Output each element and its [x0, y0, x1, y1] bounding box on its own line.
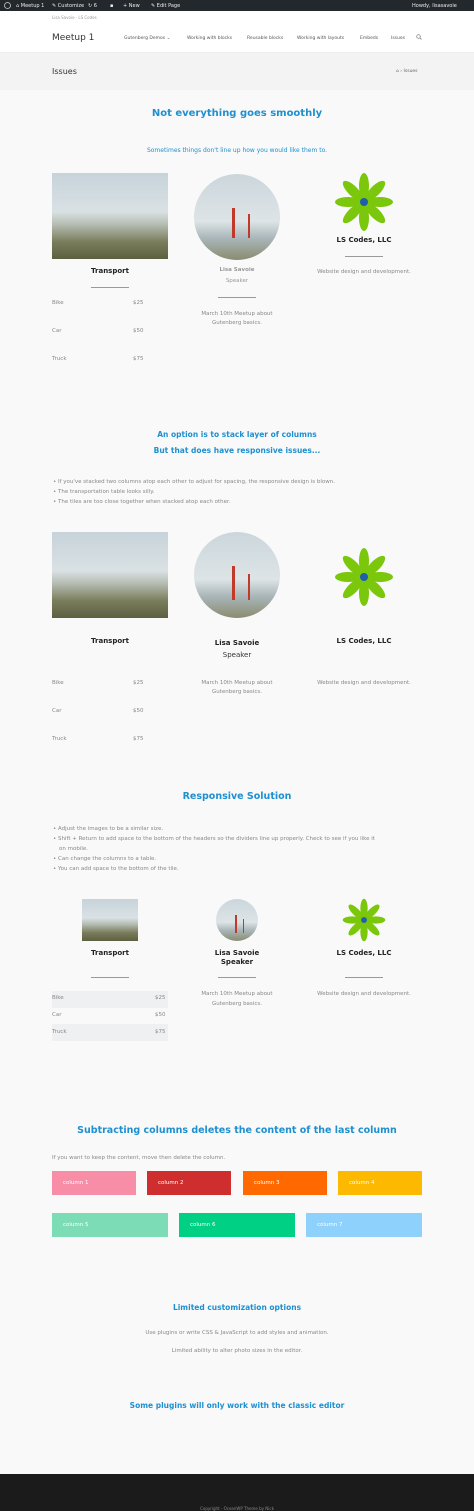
fog-photo: [52, 173, 168, 259]
price-label: Car: [52, 1012, 62, 1018]
admin-edit-page-link[interactable]: ✎ Edit Page: [151, 3, 181, 9]
nav-item-gutenberg-demos[interactable]: Gutenberg Demos ⌄: [124, 36, 171, 41]
price-value: $75: [133, 356, 144, 362]
price-value: $75: [133, 736, 144, 742]
section-heading: Some plugins will only work with the classic editor: [129, 1401, 345, 1410]
table-row: [52, 1024, 168, 1041]
price-label: Car: [52, 328, 62, 334]
price-label: Truck: [52, 356, 67, 362]
admin-site-link[interactable]: ⌂ Meetup 1: [16, 3, 45, 9]
admin-updates-link[interactable]: ↻ 6: [88, 3, 97, 9]
refresh-icon: ↻: [88, 3, 93, 9]
divider: [345, 977, 383, 978]
person-name: Lisa Savoie: [214, 949, 260, 957]
person-desc: March 10th Meetup about: [201, 311, 273, 317]
person-role: Speaker: [220, 958, 254, 966]
price-value: $75: [155, 1029, 166, 1035]
list-item: • Shift + Return to add space to the bottom of the headers so the dividers line up properly. Check to see if you like it: [53, 836, 375, 842]
person-desc: Gutenberg basics.: [212, 320, 262, 326]
price-label: Truck: [52, 736, 67, 742]
list-item-continued: on mobile.: [59, 846, 89, 852]
divider: [218, 297, 256, 298]
admin-new-link[interactable]: + New: [123, 3, 140, 9]
pencil-icon: ✎: [151, 3, 156, 9]
price-value: $50: [133, 328, 144, 334]
column-block: column 3: [243, 1171, 327, 1195]
list-item: • You can add space to the bottom of the tile.: [53, 866, 179, 872]
price-value: $50: [133, 708, 144, 714]
price-label: Bike: [52, 680, 64, 686]
breadcrumb: ⌂ › Issues: [396, 69, 418, 74]
top-bar: [0, 11, 474, 23]
chevron-down-icon: ⌄: [166, 36, 171, 41]
divider: [91, 977, 129, 978]
person-desc: Gutenberg basics.: [212, 689, 262, 695]
company-desc: Website design and development.: [317, 269, 411, 275]
person-name: Lisa Savoie: [219, 267, 255, 273]
price-value: $25: [133, 300, 144, 306]
nav-item-working-with-layouts[interactable]: Working with layouts: [297, 36, 345, 41]
column-block: column 2: [147, 1171, 231, 1195]
price-value: $25: [155, 995, 166, 1001]
brush-icon: ✎: [52, 3, 57, 9]
section-heading: But that does have responsive issues...: [153, 446, 321, 455]
company-name: LS Codes, LLC: [336, 236, 392, 244]
nav-item-embeds[interactable]: Embeds: [360, 36, 379, 41]
section-heading: An option is to stack layer of columns: [157, 430, 317, 439]
company-desc: Website design and development.: [317, 991, 411, 997]
section-heading: Not everything goes smoothly: [151, 108, 323, 119]
column-block: column 7: [306, 1213, 422, 1237]
section-text: Limited ability to alter photo sizes in the editor.: [171, 1348, 303, 1354]
bridge-photo: [216, 899, 258, 941]
person-desc: Gutenberg basics.: [212, 1001, 262, 1007]
column-block: column 4: [338, 1171, 422, 1195]
divider: [345, 256, 383, 257]
home-icon: ⌂: [16, 3, 20, 9]
person-role: Speaker: [225, 278, 249, 284]
company-name: LS Codes, LLC: [336, 637, 392, 645]
transport-title: Transport: [91, 949, 129, 957]
list-item: • Adjust the images to be a similar size.: [53, 826, 164, 832]
price-label: Bike: [52, 995, 64, 1001]
section-heading: Limited customization options: [172, 1303, 302, 1312]
admin-howdy[interactable]: Howdy, lisasavoie: [412, 3, 457, 9]
divider: [91, 287, 129, 288]
fog-photo: [52, 532, 168, 618]
flower-icon: [334, 547, 394, 607]
site-footer: [0, 1474, 474, 1511]
price-label: Car: [52, 708, 62, 714]
person-desc: March 10th Meetup about: [201, 680, 273, 686]
person-role: Speaker: [222, 651, 252, 659]
table-row: [52, 991, 168, 1008]
column-block: column 1: [52, 1171, 136, 1195]
company-name: LS Codes, LLC: [336, 949, 392, 957]
divider: [218, 977, 256, 978]
plus-icon: +: [123, 3, 128, 9]
nav-item-working-with-blocks[interactable]: Working with blocks: [187, 36, 233, 41]
list-item: • If you've stacked two columns atop each other to adjust for spacing, the responsive design is blown.: [53, 479, 336, 485]
breadcrumb-current: Issues: [403, 69, 418, 74]
column-block: column 5: [52, 1213, 168, 1237]
list-item: • Can change the columns to a table.: [53, 856, 157, 862]
person-name: Lisa Savoie: [214, 639, 260, 647]
site-title[interactable]: Meetup 1: [52, 33, 95, 43]
section-subheading: Sometimes things don't line up how you would like them to.: [146, 147, 328, 154]
person-desc: March 10th Meetup about: [201, 991, 273, 997]
column-block: column 6: [179, 1213, 295, 1237]
admin-customize-link[interactable]: ✎ Customize: [52, 3, 85, 9]
transport-title: Transport: [91, 267, 129, 275]
price-value: $50: [155, 1012, 166, 1018]
bridge-photo: [194, 532, 280, 618]
section-intro: If you want to keep the content, move then delete the column.: [52, 1155, 226, 1161]
wordpress-icon[interactable]: [4, 2, 11, 9]
page-title-bar: [0, 53, 474, 90]
price-label: Truck: [52, 1029, 67, 1035]
top-bar-text: Lisa Savoie · LS Codes: [52, 15, 97, 20]
flower-icon: [342, 898, 386, 942]
list-item: • The transportation table looks silly.: [53, 489, 155, 495]
transport-title: Transport: [91, 637, 129, 645]
search-icon[interactable]: [416, 34, 422, 40]
site-header: [0, 23, 474, 53]
company-desc: Website design and development.: [317, 680, 411, 686]
section-text: Use plugins or write CSS & JavaScript to add styles and animation.: [145, 1330, 329, 1336]
section-heading: Subtracting columns deletes the content of the last column: [77, 1125, 397, 1136]
price-label: Bike: [52, 300, 64, 306]
flower-icon: [334, 172, 394, 232]
nav-item-issues[interactable]: Issues: [391, 36, 405, 41]
list-item: • The tiles are too close together when stacked atop each other.: [53, 499, 231, 505]
home-icon[interactable]: ⌂: [396, 69, 399, 74]
admin-bar: [0, 0, 474, 11]
bridge-photo: [194, 174, 280, 260]
footer-copyright: Copyright - OceanWP Theme by Nick: [200, 1506, 274, 1511]
page-title: Issues: [52, 67, 77, 76]
section-heading: Responsive Solution: [182, 791, 292, 802]
nav-item-reusable-blocks[interactable]: Reusable blocks: [247, 36, 284, 41]
fog-photo: [82, 899, 138, 941]
comments-icon[interactable]: ▪: [110, 3, 114, 9]
price-value: $25: [133, 680, 144, 686]
